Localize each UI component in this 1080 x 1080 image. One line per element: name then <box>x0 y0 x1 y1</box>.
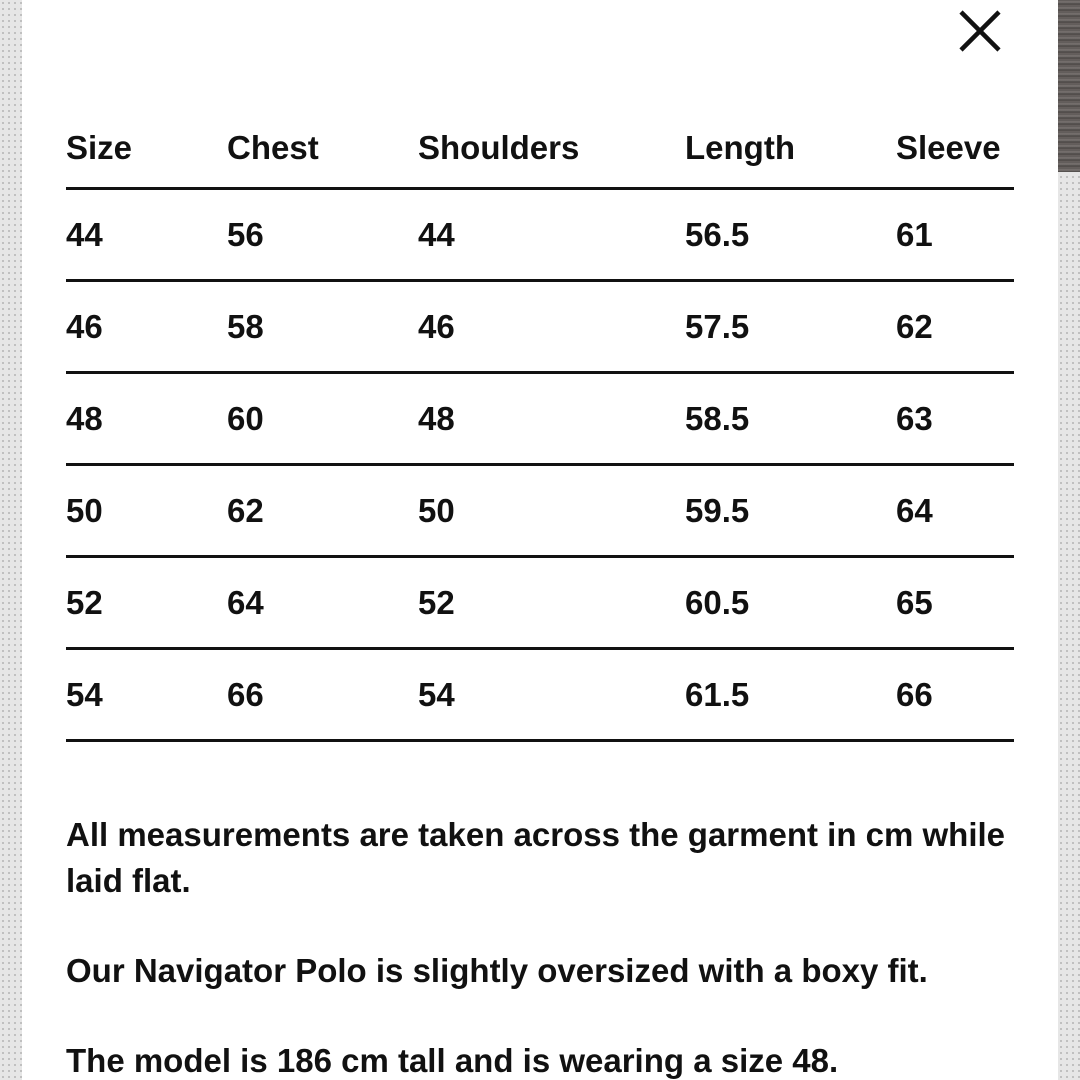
cell-chest: 66 <box>227 649 418 741</box>
cell-shoulders: 46 <box>418 281 685 373</box>
cell-chest: 60 <box>227 373 418 465</box>
cell-shoulders: 52 <box>418 557 685 649</box>
cell-chest: 56 <box>227 189 418 281</box>
cell-length: 60.5 <box>685 557 896 649</box>
header-chest: Chest <box>227 110 418 189</box>
cell-size: 52 <box>66 557 227 649</box>
size-guide-modal <box>22 0 1058 1080</box>
header-sleeve: Sleeve <box>896 110 1014 189</box>
table-row <box>66 557 1014 649</box>
close-icon <box>955 6 1005 56</box>
table-header-row <box>66 110 1014 189</box>
close-button[interactable] <box>955 6 1005 56</box>
cell-shoulders: 44 <box>418 189 685 281</box>
fit-note: Our Navigator Polo is slightly oversized with a boxy fit. <box>66 952 928 989</box>
cell-size: 46 <box>66 281 227 373</box>
cell-sleeve: 63 <box>896 373 1014 465</box>
table-row <box>66 373 1014 465</box>
size-chart-table <box>66 110 1014 742</box>
table-row <box>66 189 1014 281</box>
product-image-peek <box>1058 0 1080 172</box>
table-row <box>66 649 1014 741</box>
header-size: Size <box>66 110 227 189</box>
table-row <box>66 281 1014 373</box>
cell-length: 57.5 <box>685 281 896 373</box>
header-length: Length <box>685 110 896 189</box>
cell-length: 59.5 <box>685 465 896 557</box>
cell-sleeve: 61 <box>896 189 1014 281</box>
table-row <box>66 465 1014 557</box>
cell-length: 58.5 <box>685 373 896 465</box>
size-guide-notes <box>66 812 1016 1080</box>
cell-length: 61.5 <box>685 649 896 741</box>
cell-shoulders: 50 <box>418 465 685 557</box>
cell-chest: 64 <box>227 557 418 649</box>
model-note: The model is 186 cm tall and is wearing a size 48. <box>66 1042 839 1079</box>
cell-sleeve: 64 <box>896 465 1014 557</box>
cell-chest: 62 <box>227 465 418 557</box>
cell-size: 50 <box>66 465 227 557</box>
cell-length: 56.5 <box>685 189 896 281</box>
cell-chest: 58 <box>227 281 418 373</box>
header-shoulders: Shoulders <box>418 110 685 189</box>
cell-shoulders: 54 <box>418 649 685 741</box>
measurement-note: All measurements are taken across the garment in cm while laid flat. <box>66 816 1006 899</box>
cell-size: 54 <box>66 649 227 741</box>
cell-size: 48 <box>66 373 227 465</box>
cell-shoulders: 48 <box>418 373 685 465</box>
cell-size: 44 <box>66 189 227 281</box>
cell-sleeve: 66 <box>896 649 1014 741</box>
cell-sleeve: 62 <box>896 281 1014 373</box>
cell-sleeve: 65 <box>896 557 1014 649</box>
